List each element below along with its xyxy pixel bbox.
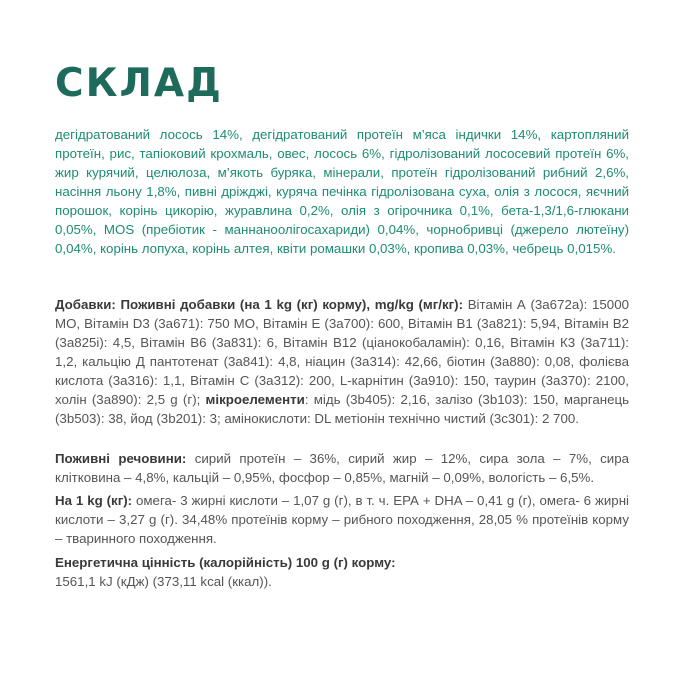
- energy-label: Енергетична цінність (калорійність) 100 g (г) корму:: [55, 555, 396, 570]
- energy-section: [55, 553, 629, 591]
- microelements-label: мікроелементи: [205, 392, 305, 407]
- per-kg-section: [55, 491, 629, 548]
- microelements-text: : мідь (3b405): 2,16, залізо (3b103): 150, марганець (3b503): 38, йод (3b201): 3; амінокислоти: DL метіонін технічно чистий (3c301): 2 700.: [55, 392, 630, 426]
- per-kg-text: омега- 3 жирні кислоти – 1,07 g (г), в т. ч. ЕРА + DHA – 0,41 g (г), омега- 6 жирні кислоти – 3,27 g (г). 34,48% протеїнів корму – рибного походження, 28,05 % протеїнів корму – тваринного походження.: [55, 493, 629, 546]
- additives-label: Добавки: Поживні добавки (на 1 kg (кг) корму), mg/kg (мг/кг):: [55, 297, 464, 312]
- nutrients-section: [55, 449, 629, 487]
- nutrients-label: Поживні речовини:: [55, 451, 187, 466]
- additives-text: Вітамін А (3а672а): 15000 МО, Вітамін D3 (3а671): 750 МО, Вітамін Е (3а700): 600, Вітамін В1 (3а821): 5,94, Вітамін В2 (3а825і): 4,5, Вітамін В6 (3а831): 6, Вітамін В12 (ціанокобаламін): 0,16, Вітамін К3 (3а711): 1,2, кальцію Д пантотенат (3а841): 4,8, ніацин (3а314): 42,66, біотин (3а880): 0,08, фолієва кислота (3а316): 1,1, Вітамін С (3а312): 200, L-карнітин (3а910): 150, таурин (3а370): 2100, холін (3а890): 2,5 g (г);: [55, 297, 629, 407]
- ingredients-list: дегідратований лосось 14%, дегідратований протеїн м’яса індички 14%, картопляний протеїн, рис, тапіоковий крохмаль, овес, лосось 6%, гідролізований лососевий протеїн 6%, жир курячий, целюлоза, м’якоть буряка, мінерали, протеїн гідролізований рибний 2,6%, насіння льону 1,8%, пивні дріжджі, куряча печінка гідролізована суха, олія з лосося, яєчний порошок, корінь цикорію, журавлина 0,2%, олія з огірочника 0,1%, бета-1,3/1,6-глюкани 0,05%, MOS (пребіотик - маннаноолігосахариди) 0,04%, чорнобривці (джерело лютеїну) 0,04%, корінь лопуха, корінь алтея, квіти ромашки 0,03%, кропива 0,03%, чебрець 0,015%.: [55, 127, 629, 256]
- additives-section: [55, 295, 629, 428]
- page-title: СКЛАД: [55, 61, 223, 106]
- nutrients-text: сирий протеїн – 36%, сирий жир – 12%, сира зола – 7%, сира клітковина – 4,8%, кальцій – 0,95%, фосфор – 0,85%, магній – 0,09%, вологість – 6,5%.: [55, 451, 629, 485]
- energy-text: 1561,1 kJ (кДж) (373,11 kcal (ккал)).: [55, 574, 272, 589]
- per-kg-label: На 1 kg (кг):: [55, 493, 133, 508]
